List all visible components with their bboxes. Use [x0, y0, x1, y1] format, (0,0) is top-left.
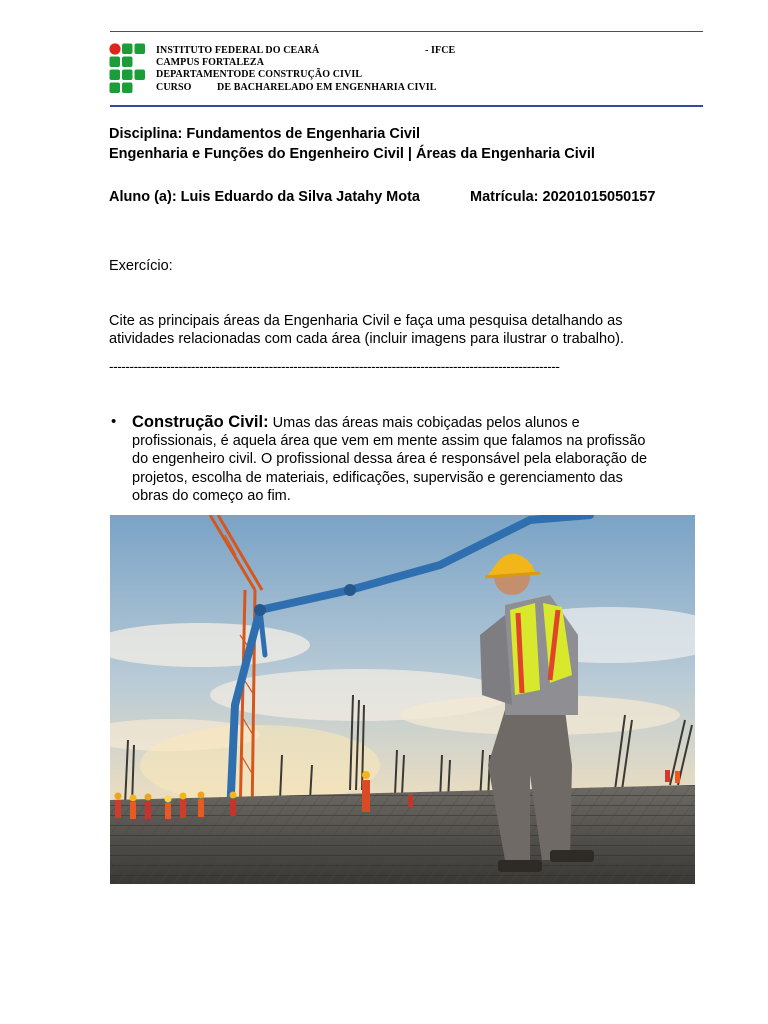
- department-name: DEPARTAMENTODE CONSTRUÇÃO CIVIL: [156, 69, 363, 80]
- question-line-2: atividades relacionadas com cada área (incluir imagens para ilustrar o trabalho).: [109, 331, 625, 347]
- course-line: [156, 82, 437, 94]
- paragraph-line-5: obras do começo ao fim.: [132, 487, 291, 504]
- section-paragraph: [132, 413, 692, 505]
- paragraph-line-4: projetos, escolha de materiais, edificações, supervisão e gerenciamento das: [132, 469, 623, 486]
- header-rule-top: [110, 31, 703, 32]
- student-registration: Matrícula: 20201015050157: [470, 189, 656, 205]
- discipline-subtitle: Engenharia e Funções do Engenheiro Civil | Áreas da Engenharia Civil: [109, 146, 595, 162]
- question-line-1: Cite as principais áreas da Engenharia Civil e faça uma pesquisa detalhando as: [109, 313, 623, 329]
- institution-name: INSTITUTO FEDERAL DO CEARÁ: [156, 45, 320, 56]
- section-title: Construção Civil:: [132, 413, 269, 431]
- exercise-label: Exercício:: [109, 258, 173, 274]
- paragraph-line-1-text: Umas das áreas mais cobiçadas pelos alunos e: [268, 415, 580, 431]
- campus-name: CAMPUS FORTALEZA: [156, 57, 265, 68]
- institution-acronym: - IFCE: [425, 45, 456, 56]
- construction-site-photo: [110, 515, 695, 884]
- course-label: CURSO: [156, 82, 192, 93]
- course-name: DE BACHARELADO EM ENGENHARIA CIVIL: [217, 82, 437, 93]
- paragraph-line-2: profissionais, é aquela área que vem em mente assim que falamos na profissão: [132, 433, 646, 450]
- dashed-separator: --------------------------------------------------------------------------------------------------------------: [109, 359, 560, 374]
- bullet-marker: •: [111, 413, 117, 430]
- paragraph-line-1: [132, 413, 692, 432]
- student-name: Aluno (a): Luis Eduardo da Silva Jatahy Mota: [109, 189, 420, 205]
- header-rule-bottom: [110, 105, 703, 107]
- discipline-title: Disciplina: Fundamentos de Engenharia Civil: [109, 126, 420, 142]
- ifce-logo-icon: [109, 43, 145, 95]
- paragraph-line-3: do engenheiro civil. O profissional dessa área é responsável pela elaboração de: [132, 451, 648, 468]
